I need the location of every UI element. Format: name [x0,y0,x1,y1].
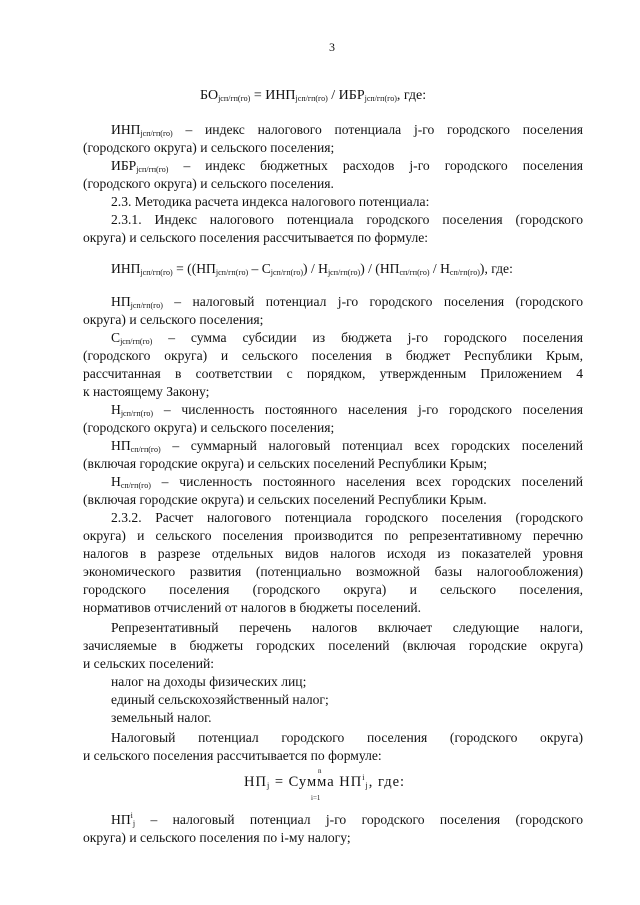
rep-list-line2: зачисляемые в бюджеты городских поселений (включая городские округа) [83,638,583,653]
def-h-total-line1: $Н_{сп/гп(го)}$ – численность постоянного населения всех городских поселений [111,474,583,490]
def-ibr-line2: (городского округа) и сельского поселения. [83,176,334,191]
tax-item: земельный налог. [111,710,212,725]
section-2-3: 2.3. Методика расчета индекса налогового потенциала: [111,194,430,209]
def-c-line1: $С_{jсп/гп(го)}$ – сумма субсидии из бюджета j-го городского поселения [111,330,583,346]
def-npi-line2: округа) и сельского поселения по i-му налогу; [83,830,351,845]
rep-list-line1: Репрезентативный перечень налогов включает следующие налоги, [111,620,583,635]
section-2-3-2-line4: экономического развития (потенциально возможной базы налогообложения) [83,564,583,579]
def-c-line4: к настоящему Закону; [83,384,210,399]
def-np-line1: $НП_{jсп/гп(го)}$ – налоговый потенциал j-го городского поселения (городского [111,294,583,310]
section-2-3-2-line3: налогов в разрезе отдельных видов налогов исходя из показателей уровня [83,546,583,561]
def-c-line3: рассчитанная в соответствии с порядком, утвержденным Приложением 4 [83,366,583,381]
tax-item: единый сельскохозяйственный налог; [111,692,329,707]
formula-inp: $ИНП_{jсп/гп(го)} = ((НП_{jсп/гп(го)} - С_{jсп/гп(го)}) / Н_{jсп/гп(го)}) / (НП_{сп/гп(го)} / Н_{сп/гп(го)})$, где: [111,261,513,277]
formula-bo: $БО_{jсп/гп(го)} = ИНП_{jсп/гп(го)} / ИБР_{jсп/гп(го)}$, где: [200,88,427,103]
tax-item: налог на доходы физических лиц; [111,674,307,689]
def-np-total-line2: (включая городские округа) и сельских поселений Республики Крым; [83,456,487,471]
def-inp-line2: (городского округа) и сельского поселения; [83,140,335,155]
section-2-3-2-line2: округа) и сельского поселения производится по репрезентативному перечню [83,528,583,543]
sum-lower-limit: i=1 [311,794,321,802]
def-inp-line1: $ИНП_{jсп/гп(го)}$ – индекс налогового потенциала j-го городского поселения [111,122,583,138]
def-npi-line1: $НП^i_j$ – налоговый потенциал j-го городского поселения (городского [111,811,583,828]
formula-np-sum: $НП_j$ = Сумма $НП^i_j$, где: [244,773,406,790]
section-2-3-1-line2: округа) и сельского поселения рассчитывается по формуле: [83,230,429,245]
rep-list-line3: и сельских поселений: [83,656,215,671]
sum-upper-limit: n [318,767,322,775]
def-h-line1: $Н_{jсп/гп(го)}$ – численность постоянного населения j-го городского поселения [111,402,583,418]
page-number: 3 [329,40,335,54]
section-2-3-2-line5: городского поселения (городского округа) и сельского поселения, [83,582,583,597]
def-np-total-line1: $НП_{сп/гп(го)}$ – суммарный налоговый потенциал всех городских поселений [111,438,583,454]
section-2-3-2-line6: нормативов отчислений от налогов в бюджеты поселений. [83,600,422,615]
section-2-3-2-line1: 2.3.2. Расчет налогового потенциала городского поселения (городского [111,510,583,525]
def-h-total-line2: (включая городские округа) и сельских поселений Республики Крым. [83,492,487,507]
np-intro-line2: и сельского поселения рассчитывается по формуле: [83,748,382,763]
np-intro-line1: Налоговый потенциал городского поселения (городского округа) [111,730,583,745]
def-np-line2: округа) и сельского поселения; [83,312,264,327]
section-2-3-1-line1: 2.3.1. Индекс налогового потенциала городского поселения (городского [111,212,583,227]
def-c-line2: (городского округа) и сельского поселения в бюджет Республики Крым, [83,348,583,363]
def-ibr-line1: $ИБР_{jсп/гп(го)}$ – индекс бюджетных расходов j-го городского поселения [111,158,583,174]
def-h-line2: (городского округа) и сельского поселения; [83,420,335,435]
